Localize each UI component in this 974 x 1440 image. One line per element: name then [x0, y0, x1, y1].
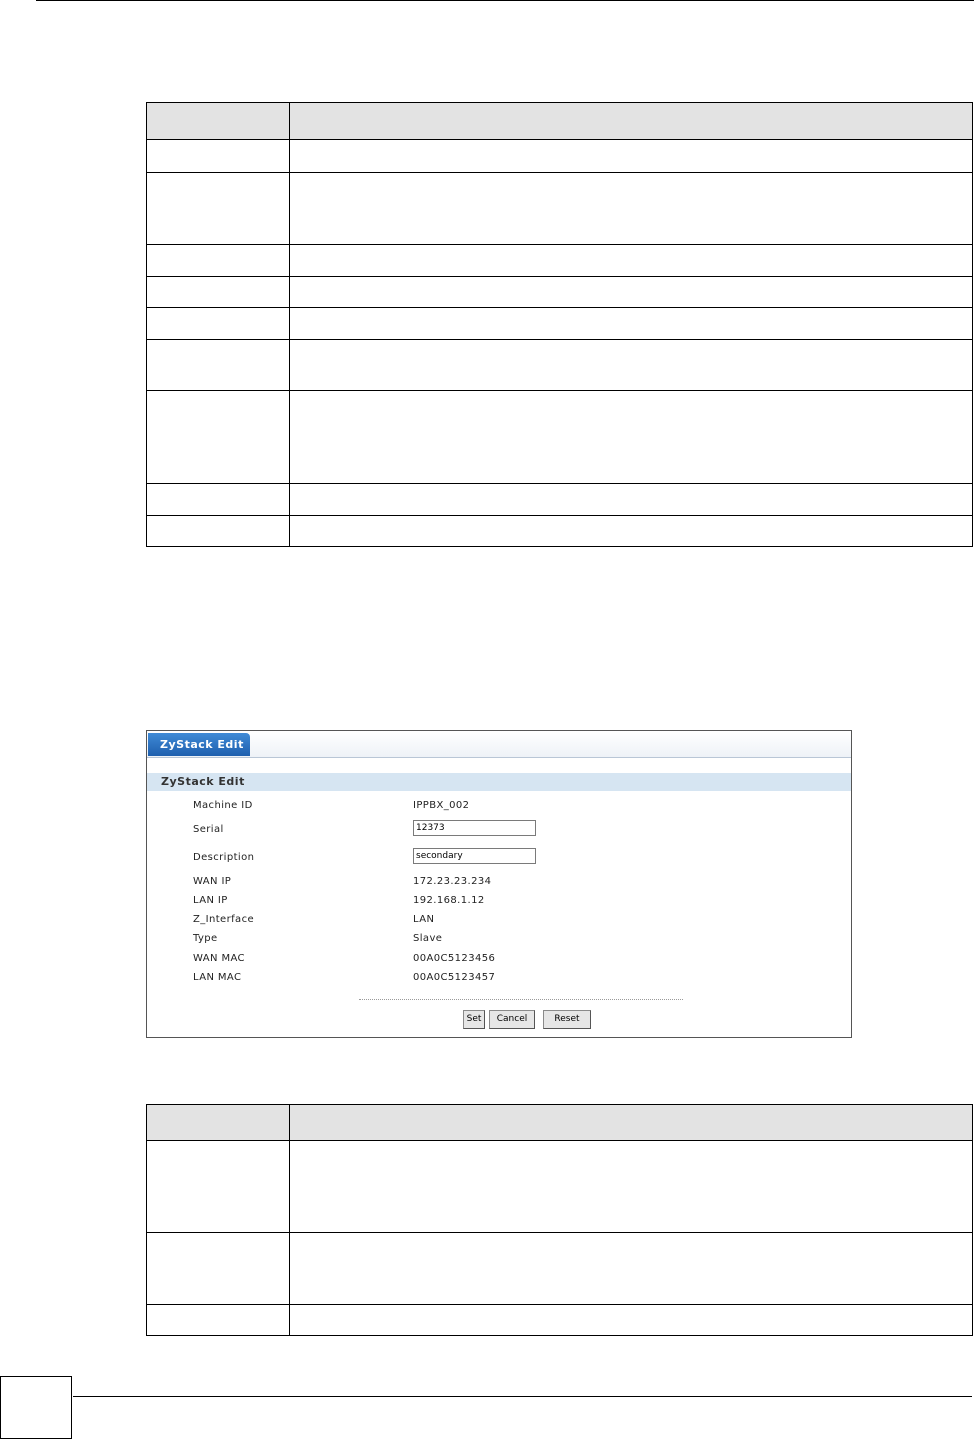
description-label: Description: [193, 852, 255, 863]
table-row: [147, 1141, 973, 1233]
set-button[interactable]: Set: [463, 1010, 485, 1029]
table-cell: [147, 1105, 290, 1141]
machine-id-value: IPPBX_002: [413, 800, 470, 811]
field-description-table-2: [146, 1104, 973, 1336]
table-cell: [147, 1305, 290, 1336]
top-rule: [36, 0, 974, 1]
table-row: [147, 391, 973, 484]
table-cell: [290, 391, 973, 484]
table-cell: [290, 277, 973, 308]
table-cell: [290, 1141, 973, 1233]
table-cell: [290, 1233, 973, 1305]
table-row: [147, 245, 973, 277]
lan-mac-value: 00A0C5123457: [413, 972, 496, 983]
reset-button[interactable]: Reset: [543, 1010, 591, 1029]
table-cell: [290, 173, 973, 245]
table-cell: [290, 340, 973, 391]
table-row: [147, 340, 973, 391]
table-cell: [147, 340, 290, 391]
table-cell: [290, 484, 973, 516]
page-number-box: [0, 1376, 72, 1439]
table-row: [147, 173, 973, 245]
section-title: ZyStack Edit: [147, 773, 851, 791]
table-cell: [147, 484, 290, 516]
table-header-row: [147, 103, 973, 140]
z-interface-label: Z_Interface: [193, 914, 255, 925]
type-value: Slave: [413, 933, 443, 944]
description-input[interactable]: [413, 848, 536, 864]
type-label: Type: [193, 933, 218, 944]
lan-ip-value: 192.168.1.12: [413, 895, 485, 906]
wan-mac-label: WAN MAC: [193, 953, 245, 964]
table-row: [147, 1305, 973, 1336]
table-cell: [290, 1305, 973, 1336]
table-row: [147, 516, 973, 547]
table-cell: [147, 173, 290, 245]
cancel-button[interactable]: Cancel: [489, 1010, 535, 1029]
tab-zystack-edit[interactable]: ZyStack Edit: [148, 733, 250, 756]
table-cell: [147, 140, 290, 173]
table-cell: [147, 308, 290, 340]
table-cell: [290, 245, 973, 277]
table-cell: [147, 1141, 290, 1233]
z-interface-value: LAN: [413, 914, 435, 925]
serial-input[interactable]: [413, 820, 536, 836]
table-row: [147, 484, 973, 516]
table-cell: [147, 391, 290, 484]
table-row: [147, 1233, 973, 1305]
table-cell: [290, 140, 973, 173]
lan-ip-label: LAN IP: [193, 895, 228, 906]
table-row: [147, 308, 973, 340]
wan-ip-label: WAN IP: [193, 876, 232, 887]
machine-id-label: Machine ID: [193, 800, 253, 811]
footer-rule: [73, 1396, 972, 1397]
table-cell: [147, 1233, 290, 1305]
table-header-row: [147, 1105, 973, 1141]
table-row: [147, 140, 973, 173]
table-cell: [290, 516, 973, 547]
table-cell: [147, 245, 290, 277]
wan-ip-value: 172.23.23.234: [413, 876, 492, 887]
serial-label: Serial: [193, 824, 224, 835]
button-divider: [359, 999, 683, 1000]
wan-mac-value: 00A0C5123456: [413, 953, 496, 964]
field-description-table-1: [146, 102, 973, 547]
table-cell: [290, 103, 973, 140]
zystack-edit-panel: [146, 730, 852, 1038]
lan-mac-label: LAN MAC: [193, 972, 242, 983]
tab-bar: [147, 731, 851, 758]
table-row: [147, 277, 973, 308]
table-cell: [147, 516, 290, 547]
table-cell: [290, 1105, 973, 1141]
table-cell: [147, 277, 290, 308]
table-cell: [147, 103, 290, 140]
table-cell: [290, 308, 973, 340]
